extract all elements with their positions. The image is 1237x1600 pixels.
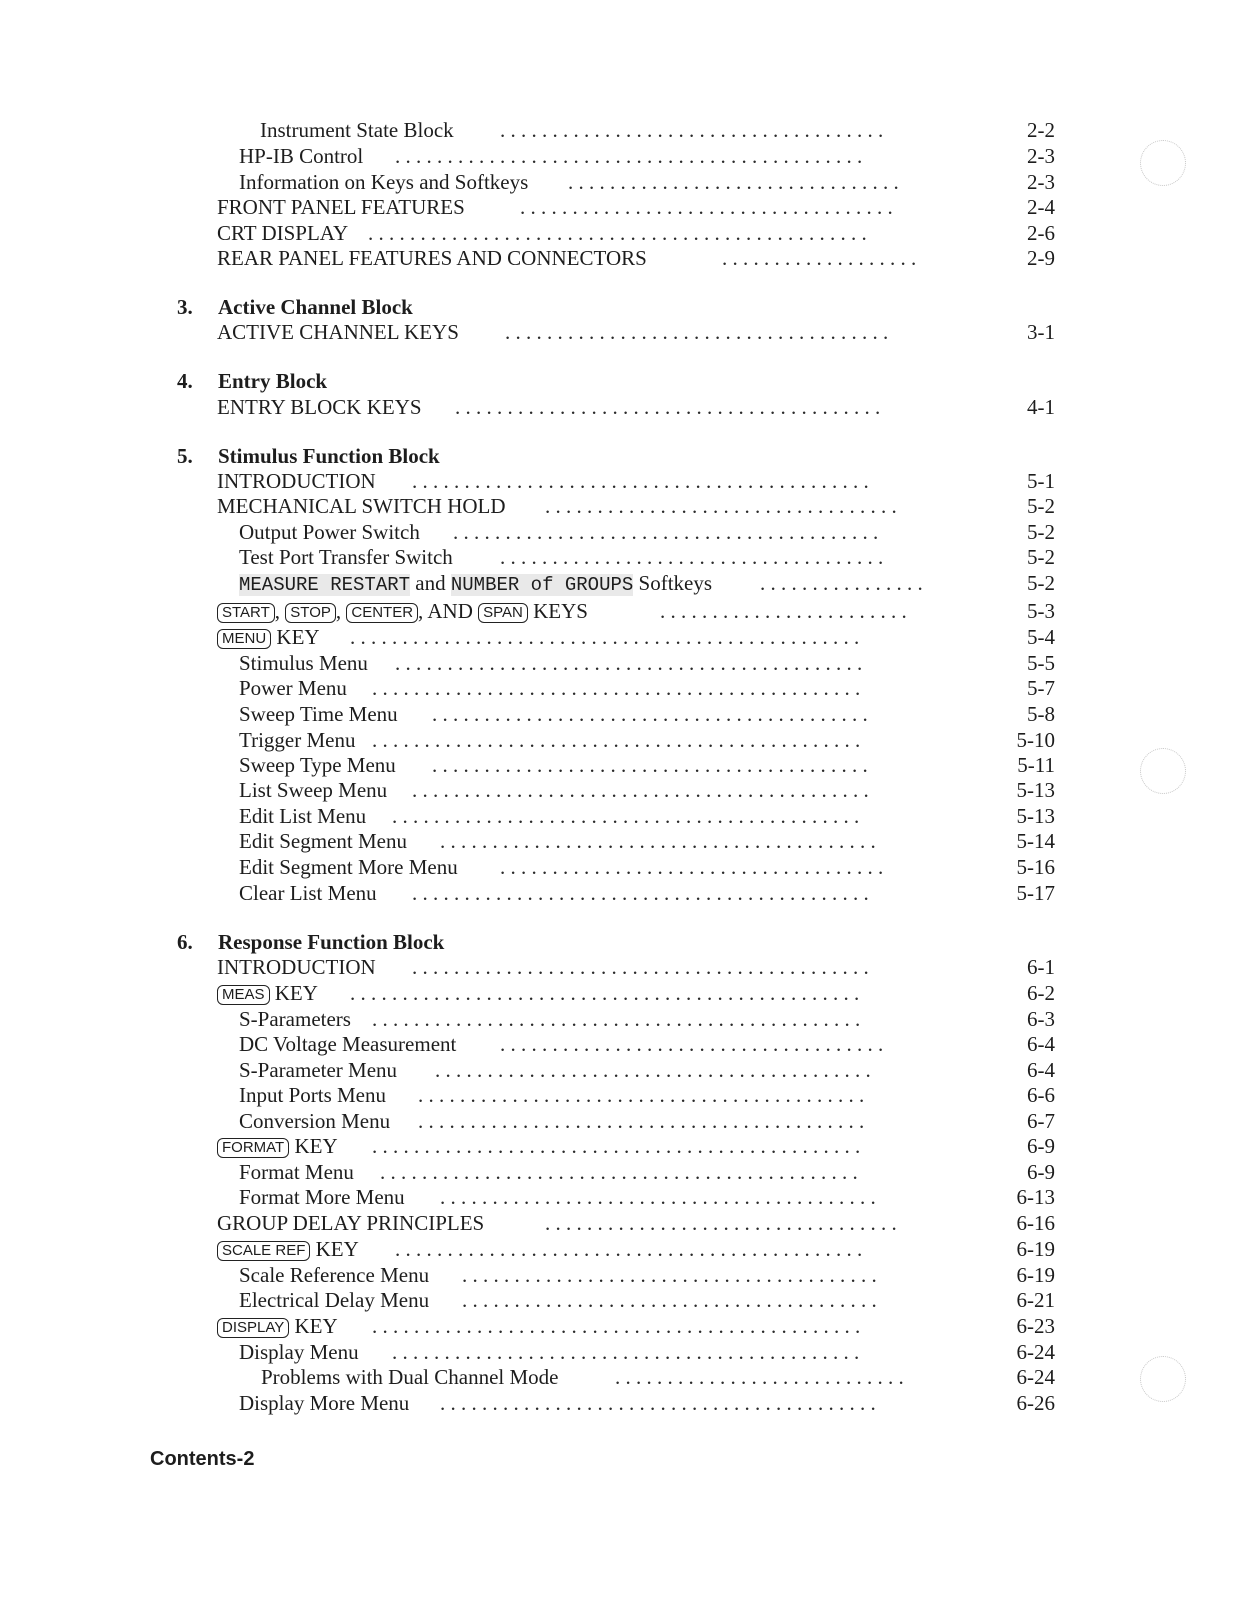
dot-leader: . . . . . . . . . . . . . . . . . . . . . . . . . . . . . . . . . . . . . . . . bbox=[462, 1288, 877, 1312]
toc-entry-page: 5-2 bbox=[1027, 494, 1055, 518]
toc-entry-page: 6-2 bbox=[1027, 981, 1055, 1005]
dot-leader: . . . . . . . . . . . . . . . . . . . . . . . . . . . . . . . . . . . . . . . . . . . . . bbox=[395, 1237, 863, 1261]
toc-entry-title: Input Ports Menu bbox=[239, 1083, 386, 1107]
toc-entry-title bbox=[217, 1236, 359, 1262]
dot-leader: . . . . . . . . . . . . . . . . . . . . . . . . . . . . . . . . . . . . . bbox=[500, 545, 884, 569]
toc-entry-group-delay-principles bbox=[0, 1210, 1237, 1236]
toc-entry-page: 6-19 bbox=[1016, 1237, 1055, 1261]
toc-entry-display-menu bbox=[0, 1339, 1237, 1365]
dot-leader: . . . . . . . . . . . . . . . . . . . . . . . . . . . . . . . . . . . . . . . . . bbox=[455, 395, 881, 419]
toc-entry-title: HP-IB Control bbox=[239, 144, 364, 168]
toc-entry-title: Sweep Time Menu bbox=[239, 702, 398, 726]
toc-entry-title: Stimulus Menu bbox=[239, 651, 368, 675]
toc-entry-title: Display More Menu bbox=[239, 1391, 410, 1415]
toc-entry-edit-segment-more-menu bbox=[0, 854, 1237, 880]
toc-entry-page: 6-9 bbox=[1027, 1134, 1055, 1158]
dot-leader: . . . . . . . . . . . . . . . . . . . . . . . . . . . . . . . . . . . . . . . . . . . . bbox=[412, 881, 869, 905]
toc-entry-page: 5-4 bbox=[1027, 625, 1055, 649]
toc-entry-dc-voltage-measurement bbox=[0, 1031, 1237, 1057]
chapter-title: Entry Block bbox=[218, 369, 328, 393]
dot-leader: . . . . . . . . . . . . . . . . . . . . . . . . . . . . . . . . . . . . . . . . . . bbox=[432, 753, 868, 777]
dot-leader: . . . . . . . . . . . . . . . . . . . bbox=[722, 246, 917, 270]
toc-entry-display-more-menu bbox=[0, 1390, 1237, 1416]
toc-entry-page: 6-4 bbox=[1027, 1058, 1055, 1082]
toc-entry-page: 5-13 bbox=[1016, 804, 1055, 828]
dot-leader: . . . . . . . . . . . . . . . . . . . . . . . . . . . . . . . . . . . . . . . . . . bbox=[435, 1058, 871, 1082]
key-label: KEY bbox=[274, 981, 318, 1005]
toc-entry-title: Sweep Type Menu bbox=[239, 753, 396, 777]
toc-entry-title: S-Parameter Menu bbox=[239, 1058, 398, 1082]
scale-ref-key-icon: SCALE REF bbox=[217, 1241, 310, 1261]
dot-leader: . . . . . . . . . . . . . . . . . . . . . . . . . . . . . . . . . . . . . . . . . . . . . . . bbox=[372, 1134, 861, 1158]
toc-entry-page: 5-5 bbox=[1027, 651, 1055, 675]
toc-entry-mechanical-switch-hold bbox=[0, 493, 1237, 519]
punch-hole-mark bbox=[1140, 1356, 1186, 1402]
toc-entry-scale-ref-key bbox=[0, 1236, 1237, 1262]
toc-entry-page: 6-4 bbox=[1027, 1032, 1055, 1056]
chapter-title: Response Function Block bbox=[218, 930, 445, 954]
key-label: KEY bbox=[276, 625, 320, 649]
format-key-icon: FORMAT bbox=[217, 1138, 289, 1158]
dot-leader: . . . . . . . . . . . . . . . . . . . . . . . . . . . . . . . . . . . . . . . . . . . . . . . . . bbox=[350, 625, 860, 649]
toc-entry-page: 5-11 bbox=[1017, 753, 1055, 777]
toc-entry-title bbox=[217, 1313, 338, 1339]
toc-entry-title: Output Power Switch bbox=[239, 520, 420, 544]
toc-entry-menu-key bbox=[0, 624, 1237, 650]
menu-key-icon: MENU bbox=[217, 629, 271, 649]
softkeys-label: Softkeys bbox=[638, 571, 713, 595]
dot-leader: . . . . . . . . . . . . . . . . . . . . . . . . . . . . . . . . . . . . . . . . . . . . . . . . bbox=[368, 221, 867, 245]
toc-entry-title: Edit Segment Menu bbox=[239, 829, 407, 853]
dot-leader: . . . . . . . . . . . . . . . . . . . . . . . . . . . . . . . . . . . . . . . . . . bbox=[440, 829, 876, 853]
toc-entry-title: List Sweep Menu bbox=[239, 778, 388, 802]
dot-leader: . . . . . . . . . . . . . . . . . . . . . . . . . . . . . . . . . . . . . . . . . . . . bbox=[412, 778, 869, 802]
toc-entry-title: Format More Menu bbox=[239, 1185, 405, 1209]
dot-leader: . . . . . . . . . . . . . . . . . . . . . . . . . . . . . . . . . . . . . . . . . . . . . . bbox=[380, 1160, 858, 1184]
toc-entry-power-menu bbox=[0, 675, 1237, 701]
toc-entry-title: Problems with Dual Channel Mode bbox=[261, 1365, 559, 1389]
dot-leader: . . . . . . . . . . . . . . . . . . . . . . . . . . . . . . . . . . . . . . . . . . . bbox=[418, 1109, 865, 1133]
chapter-number: 5. bbox=[177, 444, 193, 468]
dot-leader: . . . . . . . . . . . . . . . . . . . . . . . . . . . . . . . . . . . . bbox=[520, 195, 893, 219]
softkey-measure-restart: MEASURE RESTART bbox=[239, 574, 411, 596]
toc-entry-scale-reference-menu bbox=[0, 1262, 1237, 1288]
toc-entry-page: 6-6 bbox=[1027, 1083, 1055, 1107]
dot-leader: . . . . . . . . . . . . . . . . . . . . . . . . . . . . . . . . . . . . . bbox=[500, 118, 884, 142]
toc-entry-problems-dual-channel bbox=[0, 1364, 1237, 1390]
dot-leader: . . . . . . . . . . . . . . . . . . . . . . . . . . . . . . . . . . . . . . . . . . . . bbox=[412, 955, 869, 979]
toc-entry-measure-restart-softkeys bbox=[0, 570, 1237, 596]
dot-leader: . . . . . . . . . . . . . . . . . . . . . . . . . . . . . . . . . . . . . . . . . . bbox=[440, 1185, 876, 1209]
toc-entry-page: 5-1 bbox=[1027, 469, 1055, 493]
toc-entry-page: 6-23 bbox=[1016, 1314, 1055, 1338]
toc-entry-page: 2-6 bbox=[1027, 221, 1055, 245]
toc-entry-page: 5-2 bbox=[1027, 571, 1055, 595]
toc-entry-title: ACTIVE CHANNEL KEYS bbox=[217, 320, 459, 344]
toc-entry-title: REAR PANEL FEATURES AND CONNECTORS bbox=[217, 246, 647, 270]
toc-entry-page: 5-3 bbox=[1027, 599, 1055, 623]
conjunction: and bbox=[415, 571, 446, 595]
toc-entry-title: Conversion Menu bbox=[239, 1109, 391, 1133]
dot-leader: . . . . . . . . . . . . . . . . . . . . . . . . . . . . . . . . . . . . . . . . . bbox=[453, 520, 879, 544]
start-key-icon: START bbox=[217, 603, 275, 623]
dot-leader: . . . . . . . . . . . . . . . . . . . . . . . . . . . . bbox=[615, 1365, 904, 1389]
toc-entry-info-keys-softkeys bbox=[0, 169, 1237, 195]
toc-entry-title bbox=[239, 570, 712, 598]
toc-entry-sweep-time-menu bbox=[0, 701, 1237, 727]
toc-entry-title: FRONT PANEL FEATURES bbox=[217, 195, 465, 219]
dot-leader: . . . . . . . . . . . . . . . . . . . . . . . . . . . . . . . . . . . . . . . . . . . . . bbox=[392, 1340, 860, 1364]
dot-leader: . . . . . . . . . . . . . . . . bbox=[760, 571, 923, 595]
toc-entry-page: 6-13 bbox=[1016, 1185, 1055, 1209]
toc-entry-output-power-switch bbox=[0, 519, 1237, 545]
dot-leader: . . . . . . . . . . . . . . . . . . . . . . . . . . . . . . . . . . . . . . . . . . . . . bbox=[395, 144, 863, 168]
toc-entry-entry-block-keys bbox=[0, 394, 1237, 420]
toc-entry-trigger-menu bbox=[0, 727, 1237, 753]
span-key-icon: SPAN bbox=[478, 603, 528, 623]
dot-leader: . . . . . . . . . . . . . . . . . . . . . . . . . . . . . . . . . . . . . bbox=[505, 320, 889, 344]
stop-key-icon: STOP bbox=[285, 603, 336, 623]
dot-leader: . . . . . . . . . . . . . . . . . . . . . . . . . . . . . . . . . . . . . . . . . . . . . . . bbox=[372, 676, 861, 700]
toc-entry-stimulus-menu bbox=[0, 650, 1237, 676]
key-label: KEY bbox=[294, 1314, 338, 1338]
display-key-icon: DISPLAY bbox=[217, 1318, 289, 1338]
toc-entry-title bbox=[217, 980, 318, 1006]
toc-entry-page: 6-16 bbox=[1016, 1211, 1055, 1235]
toc-entry-title: INTRODUCTION bbox=[217, 955, 376, 979]
toc-entry-title: MECHANICAL SWITCH HOLD bbox=[217, 494, 506, 518]
dot-leader: . . . . . . . . . . . . . . . . . . . . . . . . . . . . . . . . . . . . . bbox=[500, 855, 884, 879]
page-footer-label: Contents-2 bbox=[150, 1448, 255, 1470]
toc-entry-page: 5-16 bbox=[1016, 855, 1055, 879]
toc-entry-title: Trigger Menu bbox=[239, 728, 356, 752]
punch-hole-mark bbox=[1140, 140, 1186, 186]
toc-entry-clear-list-menu bbox=[0, 880, 1237, 906]
toc-entry-title: Edit Segment More Menu bbox=[239, 855, 458, 879]
conjunction: , AND bbox=[418, 599, 473, 623]
toc-entry-page: 6-26 bbox=[1016, 1391, 1055, 1415]
toc-entry-format-more-menu bbox=[0, 1184, 1237, 1210]
toc-entry-page: 3-1 bbox=[1027, 320, 1055, 344]
toc-entry-title bbox=[217, 1133, 338, 1159]
toc-entry-crt-display bbox=[0, 220, 1237, 246]
toc-entry-title: DC Voltage Measurement bbox=[239, 1032, 457, 1056]
dot-leader: . . . . . . . . . . . . . . . . . . . . . . . . . . . . . . . . . . . . . . . . . . . . . bbox=[395, 651, 863, 675]
toc-entry-sweep-type-menu bbox=[0, 752, 1237, 778]
dot-leader: . . . . . . . . . . . . . . . . . . . . . . . . . . . . . . . . . . . . . bbox=[500, 1032, 884, 1056]
dot-leader: . . . . . . . . . . . . . . . . . . . . . . . . . . . . . . . . . . . . . . . . . . . . . . . bbox=[372, 728, 861, 752]
toc-entry-title: Information on Keys and Softkeys bbox=[239, 170, 529, 194]
dot-leader: . . . . . . . . . . . . . . . . . . . . . . . . . . . . . . . . . . . . . . . . . . . . . . . bbox=[372, 1007, 861, 1031]
toc-entry-title: CRT DISPLAY bbox=[217, 221, 349, 245]
keys-label: KEYS bbox=[533, 599, 588, 623]
toc-entry-meas-key bbox=[0, 980, 1237, 1006]
toc-entry-title: INTRODUCTION bbox=[217, 469, 376, 493]
chapter-number: 3. bbox=[177, 295, 193, 319]
punch-hole-mark bbox=[1140, 748, 1186, 794]
toc-entry-title bbox=[217, 624, 320, 650]
toc-entry-ch6-introduction bbox=[0, 954, 1237, 980]
toc-entry-title: S-Parameters bbox=[239, 1007, 351, 1031]
toc-entry-title: Display Menu bbox=[239, 1340, 359, 1364]
toc-entry-page: 5-13 bbox=[1016, 778, 1055, 802]
toc-entry-format-key bbox=[0, 1133, 1237, 1159]
toc-entry-page: 6-19 bbox=[1016, 1263, 1055, 1287]
toc-entry-title: Clear List Menu bbox=[239, 881, 377, 905]
meas-key-icon: MEAS bbox=[217, 985, 270, 1005]
dot-leader: . . . . . . . . . . . . . . . . . . . . . . . . . . . . . . . . . . . . . . . . . . . . . bbox=[392, 804, 860, 828]
toc-entry-page: 6-24 bbox=[1016, 1365, 1055, 1389]
toc-entry-title: START , STOP , CENTER , AND SPAN KEYS bbox=[217, 598, 588, 624]
toc-entry-edit-list-menu bbox=[0, 803, 1237, 829]
dot-leader: . . . . . . . . . . . . . . . . . . . . . . . . . . . . . . . . bbox=[568, 170, 899, 194]
toc-entry-title: Format Menu bbox=[239, 1160, 354, 1184]
toc-entry-edit-segment-menu bbox=[0, 828, 1237, 854]
toc-entry-input-ports-menu bbox=[0, 1082, 1237, 1108]
chapter-number: 4. bbox=[177, 369, 193, 393]
toc-entry-page: 5-8 bbox=[1027, 702, 1055, 726]
toc-entry-page: 2-3 bbox=[1027, 144, 1055, 168]
toc-entry-page: 6-21 bbox=[1016, 1288, 1055, 1312]
toc-entry-title: ENTRY BLOCK KEYS bbox=[217, 395, 422, 419]
dot-leader: . . . . . . . . . . . . . . . . . . . . . . . . . . . . . . . . . . . . . . . . . . . . . . . bbox=[372, 1314, 861, 1338]
toc-entry-display-key bbox=[0, 1313, 1237, 1339]
dot-leader: . . . . . . . . . . . . . . . . . . . . . . . . . . . . . . . . . . . . . . . . bbox=[462, 1263, 877, 1287]
toc-entry-title: Power Menu bbox=[239, 676, 347, 700]
dot-leader: . . . . . . . . . . . . . . . . . . . . . . . . . . . . . . . . . . bbox=[545, 494, 897, 518]
toc-entry-page: 5-17 bbox=[1016, 881, 1055, 905]
dot-leader: . . . . . . . . . . . . . . . . . . . . . . . . . . . . . . . . . . . . . . . . . . bbox=[432, 702, 868, 726]
toc-entry-page: 2-2 bbox=[1027, 118, 1055, 142]
toc-entry-page: 6-9 bbox=[1027, 1160, 1055, 1184]
toc-entry-list-sweep-menu bbox=[0, 777, 1237, 803]
dot-leader: . . . . . . . . . . . . . . . . . . . . . . . . . . . . . . . . . . . . . . . . . . bbox=[440, 1391, 876, 1415]
toc-entry-s-parameter-menu bbox=[0, 1057, 1237, 1083]
toc-entry-page: 2-3 bbox=[1027, 170, 1055, 194]
toc-entry-rear-panel-features bbox=[0, 245, 1237, 271]
toc-entry-instrument-state-block bbox=[0, 117, 1237, 143]
toc-entry-title: Electrical Delay Menu bbox=[239, 1288, 430, 1312]
toc-entry-title: GROUP DELAY PRINCIPLES bbox=[217, 1211, 485, 1235]
toc-entry-page: 4-1 bbox=[1027, 395, 1055, 419]
toc-entry-page: 5-2 bbox=[1027, 520, 1055, 544]
toc-entry-conversion-menu bbox=[0, 1108, 1237, 1134]
toc-entry-page: 2-9 bbox=[1027, 246, 1055, 270]
toc-entry-front-panel-features bbox=[0, 194, 1237, 220]
toc-entry-page: 6-3 bbox=[1027, 1007, 1055, 1031]
toc-entry-ch5-introduction bbox=[0, 468, 1237, 494]
chapter-number: 6. bbox=[177, 930, 193, 954]
center-key-icon: CENTER bbox=[346, 603, 418, 623]
toc-entry-title: Instrument State Block bbox=[260, 118, 454, 142]
toc-entry-page: 2-4 bbox=[1027, 195, 1055, 219]
toc-entry-active-channel-keys bbox=[0, 319, 1237, 345]
toc-entry-page: 5-7 bbox=[1027, 676, 1055, 700]
toc-entry-title: Scale Reference Menu bbox=[239, 1263, 430, 1287]
toc-entry-electrical-delay-menu bbox=[0, 1287, 1237, 1313]
dot-leader: . . . . . . . . . . . . . . . . . . . . . . . . . . . . . . . . . . . . . . . . . . . . . . . . . bbox=[350, 981, 860, 1005]
dot-leader: . . . . . . . . . . . . . . . . . . . . . . . . . . . . . . . . . . . . . . . . . . . . bbox=[412, 469, 869, 493]
softkey-number-of-groups: NUMBER of GROUPS bbox=[450, 574, 634, 596]
toc-entry-page: 5-2 bbox=[1027, 545, 1055, 569]
toc-entry-title: Test Port Transfer Switch bbox=[239, 545, 453, 569]
chapter-title: Active Channel Block bbox=[218, 295, 413, 319]
toc-entry-page: 6-7 bbox=[1027, 1109, 1055, 1133]
key-label: KEY bbox=[294, 1134, 338, 1158]
dot-leader: . . . . . . . . . . . . . . . . . . . . . . . . . . . . . . . . . . . . . . . . . . . bbox=[418, 1083, 865, 1107]
dot-leader: . . . . . . . . . . . . . . . . . . . . . . . . . . . . . . . . . . bbox=[545, 1211, 897, 1235]
key-label: KEY bbox=[315, 1237, 359, 1261]
toc-entry-start-stop-center-span-keys bbox=[0, 598, 1237, 624]
chapter-title: Stimulus Function Block bbox=[218, 444, 440, 468]
toc-entry-format-menu bbox=[0, 1159, 1237, 1185]
toc-entry-title: Edit List Menu bbox=[239, 804, 367, 828]
toc-entry-hpib-control bbox=[0, 143, 1237, 169]
toc-entry-page: 6-1 bbox=[1027, 955, 1055, 979]
toc-entry-page: 5-10 bbox=[1016, 728, 1055, 752]
toc-entry-page: 5-14 bbox=[1016, 829, 1055, 853]
dot-leader: . . . . . . . . . . . . . . . . . . . . . . . . bbox=[660, 599, 907, 623]
toc-entry-test-port-transfer-switch bbox=[0, 544, 1237, 570]
toc-entry-s-parameters bbox=[0, 1006, 1237, 1032]
toc-entry-page: 6-24 bbox=[1016, 1340, 1055, 1364]
